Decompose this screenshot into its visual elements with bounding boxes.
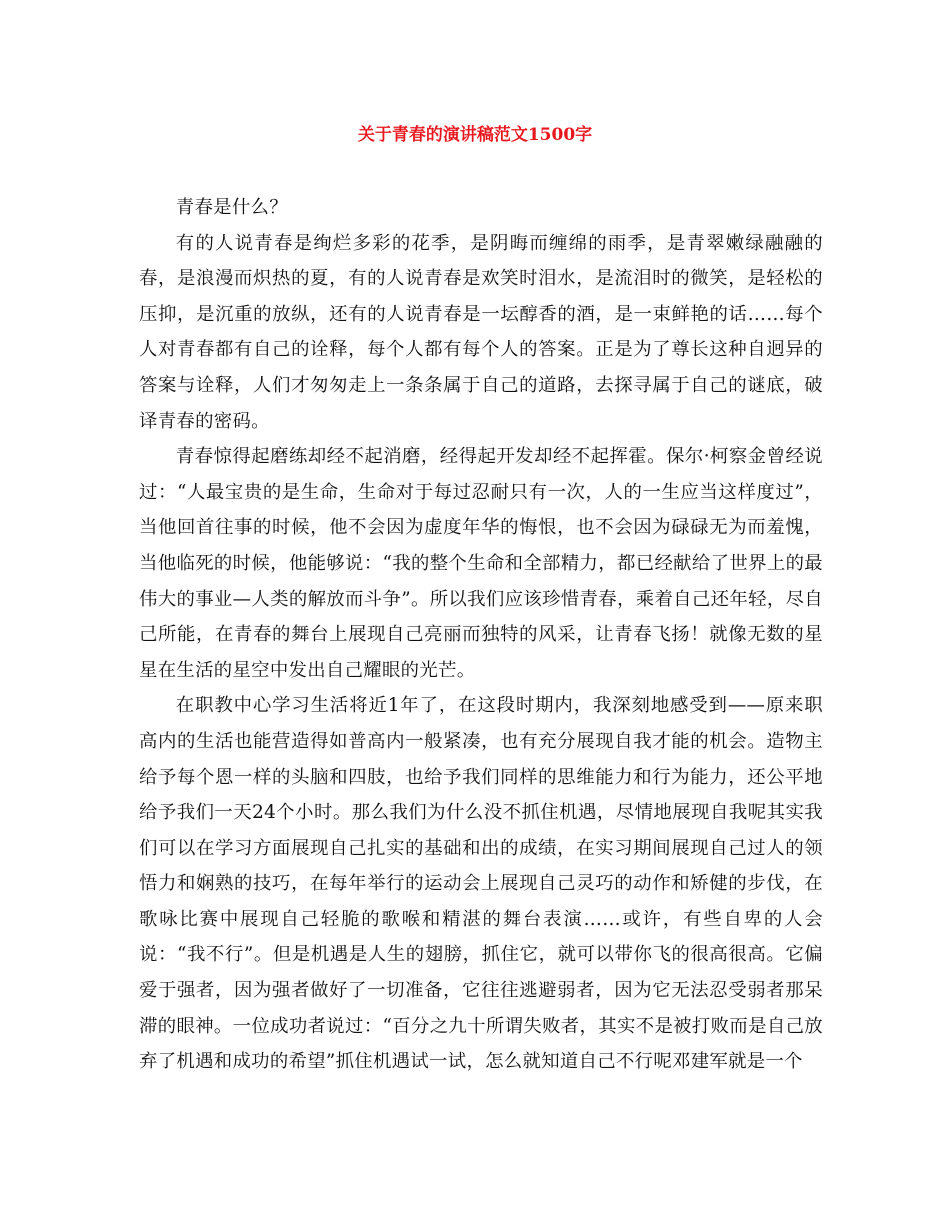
paragraph: 在职教中心学习生活将近1年了，在这段时期内，我深刻地感受到——原来职高内的生活也能营造得如普高内一般紧凑，也有充分展现自我才能的机会。造物主给予每个恩一样的头脑和四肢，也给予我们同样的思维能力和行为能力，还公平地给予我们一天24个小时。那么我们为什么没不抓住机遇，尽情地展现自我呢其实我们可以在学习方面展现自己扎实的基础和出的成绩，在实习期间展现自己过人的领悟力和娴熟的技巧，在每年举行的运动会上展现自己灵巧的动作和矫健的步伐，在歌咏比赛中展现自己轻脆的歌喉和精湛的舞台表演……或许，有些自卑的人会说：“我不行”。但是机遇是人生的翅膀，抓住它，就可以带你飞的很高很高。它偏爱于强者，因为强者做好了一切准备，它往往逃避弱者，因为它无法忍受弱者那呆滞的眼神。一位成功者说过：“百分之九十所谓失败者，其实不是被打败而是自己放弃了机遇和成功的希望”抓住机遇试一试，怎么就知道自己不行呢邓建军就是一个 [139,695,823,1073]
paragraph: 有的人说青春是绚烂多彩的花季，是阴晦而缠绵的雨季，是青翠嫩绿融融的春，是浪漫而炽热的夏，有的人说青春是欢笑时泪水，是流泪时的微笑，是轻松的压抑，是沉重的放纵，还有的人说青春是一坛醇香的酒，是一束鲜艳的话……每个人对青春都有自己的诠释，每个人都有每个人的答案。正是为了尊长这种自迥异的答案与诠释，人们才匆匆走上一条条属于自己的道路，去探寻属于自己的谜底，破译青春的密码。 [139,232,823,432]
paragraph: 青春是什么？ [175,197,288,218]
document-title: 关于青春的演讲稿范文1500字 [357,125,593,145]
paragraph: 青春惊得起磨练却经不起消磨，经得起开发却经不起挥霍。保尔·柯察金曾经说过：“人最宝贵的是生命，生命对于每过忍耐只有一次，人的一生应当这样度过”，当他回首往事的时候，他不会因为虚度年华的悔恨，也不会因为碌碌无为而羞愧，当他临死的时候，他能够说：“我的整个生命和全部精力，都已经献给了世界上的最伟大的事业—人类的解放而斗争”。所以我们应该珍惜青春，乘着自己还年轻，尽自己所能，在青春的舞台上展现自己亮丽而独特的风采，让青春飞扬！就像无数的星星在生活的星空中发出自己耀眼的光芒。 [139,446,823,681]
document-body [139,190,823,1080]
